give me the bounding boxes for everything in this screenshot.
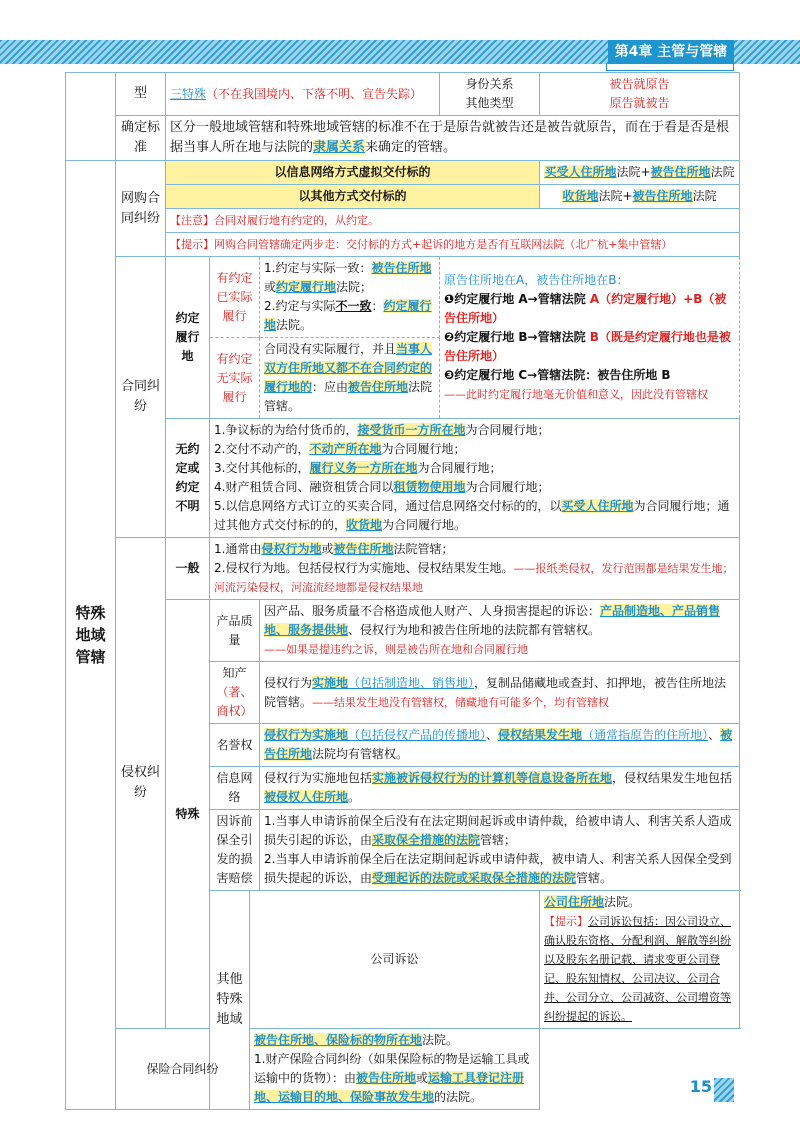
row-label: 合同纠纷 bbox=[116, 257, 166, 538]
n3c: 为合同履行地； bbox=[417, 461, 502, 475]
d1d: 约定履行地 bbox=[276, 280, 337, 294]
example-cell bbox=[440, 257, 740, 419]
g1b: 侵权行为地 bbox=[261, 542, 322, 556]
case-not-performed-rule bbox=[260, 338, 440, 419]
three-special-text: 三特殊 bbox=[170, 86, 207, 101]
rep7: 被告住所地 bbox=[264, 728, 733, 761]
net5: 。 bbox=[348, 790, 361, 804]
n3b: 履行义务一方所在地 bbox=[309, 461, 418, 475]
tort-general-rules bbox=[210, 538, 740, 600]
ins7: 的法院。 bbox=[434, 1090, 483, 1104]
standard-hl: 隶属关系 bbox=[313, 140, 366, 155]
tort-general-label: 一般 bbox=[166, 538, 210, 600]
d1: 1.约定与实际一致： bbox=[264, 261, 372, 275]
online-v1a: 买受人住所地 bbox=[544, 165, 617, 179]
table-row bbox=[66, 1029, 740, 1110]
table-row bbox=[66, 233, 740, 257]
pre2c: 管辖。 bbox=[576, 871, 613, 885]
ip2: 实施地 bbox=[312, 675, 349, 690]
table-row bbox=[66, 185, 740, 209]
rep5: （通常指原告的住所地） bbox=[582, 728, 709, 742]
n1b: 接受货币一方所在地 bbox=[357, 423, 466, 437]
n5d: 收货地 bbox=[346, 518, 383, 532]
online-val-2 bbox=[540, 185, 740, 209]
p1: 因产品、服务质量不合格造成他人财产、人身损害提起的诉讼： bbox=[264, 604, 601, 618]
table-row bbox=[66, 161, 740, 185]
ip3: （包括制造地、销售地） bbox=[348, 675, 475, 690]
reputation-rule bbox=[260, 724, 740, 767]
standard-t2: 来确定的管辖。 bbox=[365, 140, 457, 155]
pre1b: 采取保全措施的法院 bbox=[372, 833, 481, 847]
co1: 公司住所地 bbox=[544, 895, 605, 909]
blank-cell bbox=[66, 73, 116, 161]
sub-label-none: 无约定或约定不明 bbox=[166, 419, 210, 538]
relation-type-other: 其他类型 bbox=[465, 96, 514, 110]
pre1a: 1.当事人申请诉前保全后没有在法定期间起诉或申请仲裁，给被申请人、利害关系人造成损失引起的诉讼，由 bbox=[264, 814, 732, 847]
ip5: ——结果发生地没有管辖权，储藏地有可能多个，均有管辖权 bbox=[312, 695, 610, 709]
preservation-rule bbox=[260, 810, 740, 891]
rep4: 侵权结果发生地 bbox=[498, 728, 583, 742]
cell-relation-types bbox=[440, 73, 540, 116]
row-label: 型 bbox=[116, 73, 166, 116]
d3b: 当事人双方住所地又都不在合同约定的履行地的 bbox=[264, 342, 433, 394]
ins3: 1.财产保险合同纠纷（如果保险标的物是运输工具或运输中的货物）：由 bbox=[254, 1052, 530, 1085]
online-v1c: 被告住所地 bbox=[650, 165, 711, 179]
product-label: 产品质量 bbox=[210, 600, 260, 662]
d2u: 不一致 bbox=[335, 299, 372, 313]
case-performed: 有约定已实际履行 bbox=[210, 257, 260, 338]
sub-label-agreed: 约定履行地 bbox=[166, 257, 210, 419]
g1e: 法院管辖； bbox=[393, 542, 454, 556]
preservation-label: 因诉前保全引发的损害赔偿 bbox=[210, 810, 260, 891]
network-label: 信息网络 bbox=[210, 767, 260, 810]
online-v2c: 被告住所地 bbox=[632, 189, 693, 203]
net4: 被侵权人住所地 bbox=[264, 790, 349, 804]
n2b: 不动产所在地 bbox=[309, 442, 382, 456]
n1c: 为合同履行地； bbox=[465, 423, 550, 437]
net1: 侵权行为实施地包括 bbox=[264, 771, 373, 785]
ip4: ，复制品储藏地或查封、扣押地，被告住所地法院管辖。 bbox=[264, 675, 727, 709]
p2: 产品制造地、产品销售地、服务提供地 bbox=[264, 604, 721, 637]
cell-rule bbox=[540, 73, 740, 116]
standard-t1: 区分一般地域管辖和特殊地域管辖的标准不在于是原告就被告还是被告就原告，而在于看是否是根据当事人所在地与法院的 bbox=[170, 120, 730, 155]
relation-type-identity: 身份关系 bbox=[465, 77, 514, 91]
table-row bbox=[66, 600, 740, 662]
online-key-1: 以信息网络方式虚拟交付标的 bbox=[166, 161, 540, 185]
n5b: 买受人住所地 bbox=[561, 499, 634, 513]
n4a: 4.财产租赁合同、融资租赁合同以 bbox=[214, 480, 394, 494]
co4: 公司诉讼包括：因公司设立、确认股东资格、分配利润、解散等纠纷以及股东名册记载、请求变更公司登记、股东知情权、公司决议、公司合并、公司分立、公司减资、公司增资等纠纷提起的诉讼。 bbox=[544, 915, 732, 1023]
e0: 原告住所地在A，被告住所地在B： bbox=[444, 273, 629, 287]
tort-special-label: 特殊 bbox=[166, 600, 210, 1029]
g1a: 1.通常由 bbox=[214, 542, 262, 556]
ins5: 或 bbox=[416, 1071, 429, 1085]
n4c: 为合同履行地； bbox=[465, 480, 550, 494]
no-agreement-rules bbox=[210, 419, 740, 538]
g2a: 2.侵权行为地。包括侵权行为实施地、侵权结果发生地。 bbox=[214, 561, 514, 575]
ip-rule bbox=[260, 662, 740, 724]
n2c: 为合同履行地； bbox=[381, 442, 466, 456]
online-note-1 bbox=[166, 209, 740, 233]
e1b: A（约定履行地）+B（被告住所地） bbox=[444, 292, 727, 325]
online-v2a: 收货地 bbox=[562, 189, 599, 203]
e3b: ——此时约定履行地毫无价值和意义，因此没有管辖权 bbox=[444, 388, 709, 401]
net3: ，侵权结果发生地包括 bbox=[612, 771, 733, 785]
ins6: 运输工具登记注册地、运输目的地、保险事故发生地 bbox=[254, 1071, 525, 1104]
chapter-tag-frame bbox=[606, 64, 734, 71]
n5c: 为合同履行地；通过其他方式交付标的的， bbox=[214, 499, 730, 532]
d3e: 法院管辖。 bbox=[264, 380, 433, 413]
d2d: 法院。 bbox=[276, 318, 313, 332]
e3a: ❸约定履行地 C→管辖法院：被告住所地 B bbox=[444, 368, 671, 382]
table-row bbox=[66, 538, 740, 600]
online-val-1 bbox=[540, 161, 740, 185]
ip-label: 知产 bbox=[222, 666, 247, 680]
row-label: 侵权纠纷 bbox=[116, 538, 166, 1029]
e2a: ❷约定履行地 B→管辖法院 bbox=[444, 330, 590, 344]
d3c: ：应由 bbox=[312, 380, 349, 394]
n4b: 租赁物使用地 bbox=[393, 480, 466, 494]
ip1: 侵权行为 bbox=[264, 675, 313, 690]
online-note2a: 【提示】网购合同管辖确定两步走：交付标的方式+起诉的地方是否有互联网法院 bbox=[170, 238, 565, 251]
d1c: 或 bbox=[264, 280, 277, 294]
online-v1d: 法院 bbox=[710, 165, 735, 179]
net2: 实施被诉侵权行为的计算机等信息设备所在地 bbox=[372, 771, 613, 785]
online-note2b: （北广杭+集中管辖） bbox=[564, 238, 673, 251]
pre2a: 2.当事人申请诉前保全后在法定期间起诉或申请仲裁，被申请人、利害关系人因保全受到损失提起的诉讼，由 bbox=[264, 852, 732, 885]
n1a: 1.争议标的为给付货币的， bbox=[214, 423, 358, 437]
d2b: ： bbox=[371, 299, 384, 313]
p4: ——如果是提违约之诉，则是被告所在地和合同履行地 bbox=[264, 643, 528, 656]
g1d: 被告住所地 bbox=[333, 542, 394, 556]
d2c: 约定履行地 bbox=[264, 299, 432, 332]
online-note1-text: 【注意】合同对履行地有约定的，从约定。 bbox=[170, 214, 379, 227]
co2: 法院。 bbox=[604, 895, 641, 909]
e1a: ❶约定履行地 A→管辖法院 bbox=[444, 292, 590, 306]
online-note-2 bbox=[166, 233, 740, 257]
ins2: 法院。 bbox=[422, 1033, 459, 1047]
rep1: 侵权行为实施地 bbox=[264, 728, 349, 742]
n5a: 5.以信息网络方式订立的买卖合同，通过信息网络交付标的的，以 bbox=[214, 499, 562, 513]
three-special-note: （不在我国境内、下落不明、宣告失踪） bbox=[206, 86, 423, 101]
ip-label2: （著、商权） bbox=[216, 685, 253, 718]
big-label-cell bbox=[66, 161, 116, 1110]
co3: 【提示】 bbox=[544, 915, 589, 928]
g2b: ——报纸类侵权，发行范围都是结果发生地；河流污染侵权，河流流经地都是侵权结果地 bbox=[214, 562, 734, 594]
pre1c: 管辖； bbox=[480, 833, 517, 847]
ins1: 被告住所地、保险标的物所在地 bbox=[254, 1033, 423, 1047]
d1b: 被告住所地 bbox=[371, 261, 432, 275]
rep6: 、 bbox=[708, 728, 721, 742]
case-performed-rule bbox=[260, 257, 440, 338]
pre2b: 受理起诉的法院或采取保全措施的法院 bbox=[372, 871, 577, 885]
d1e: 法院； bbox=[336, 280, 373, 294]
standard-text bbox=[166, 116, 740, 161]
big-label: 特殊地域管辖 bbox=[75, 604, 106, 666]
n5e: 为合同履行地。 bbox=[382, 518, 467, 532]
online-v2d: 法院 bbox=[692, 189, 717, 203]
n2a: 2.交付不动产的， bbox=[214, 442, 310, 456]
reputation-label: 名誉权 bbox=[210, 724, 260, 767]
row-label: 其他特殊地域 bbox=[210, 891, 250, 1110]
d3a: 合同没有实际履行，并且 bbox=[264, 342, 397, 356]
network-rule bbox=[260, 767, 740, 810]
online-key-2: 以其他方式交付标的 bbox=[166, 185, 540, 209]
case-not-performed: 有约定无实际履行 bbox=[210, 338, 260, 419]
company-label: 公司诉讼 bbox=[250, 891, 540, 1029]
company-rule bbox=[540, 891, 740, 1029]
footer-stripe bbox=[714, 1078, 734, 1102]
d3d: 被告住所地 bbox=[348, 380, 409, 394]
cell-three-special bbox=[166, 73, 440, 116]
p3: 、侵权行为地和被告住所地的法院都有管辖权。 bbox=[348, 623, 601, 637]
e2b: B（既是约定履行地也是被告住所地） bbox=[444, 330, 731, 363]
insurance-label: 保险合同纠纷 bbox=[116, 1029, 250, 1110]
rule-1: 被告就原告 bbox=[609, 77, 670, 91]
product-rule bbox=[260, 600, 740, 662]
table-row bbox=[66, 257, 740, 338]
table-row bbox=[66, 73, 740, 116]
row-label: 网购合同纠纷 bbox=[116, 161, 166, 257]
insurance-rule bbox=[250, 1029, 540, 1110]
rep2: （包括侵权产品的传播地） bbox=[348, 728, 487, 742]
rep3: 、 bbox=[486, 728, 499, 742]
rule-2: 原告就被告 bbox=[609, 96, 670, 110]
rep8: 法院均有管辖权。 bbox=[312, 747, 409, 761]
n3a: 3.交付其他标的， bbox=[214, 461, 310, 475]
jurisdiction-table bbox=[65, 72, 740, 1110]
page-number: 15 bbox=[689, 1077, 712, 1096]
online-v2b: 法院+ bbox=[598, 189, 633, 203]
ins4: 被告住所地 bbox=[356, 1071, 417, 1085]
chapter-tag: 第4章 主管与管辖 bbox=[608, 40, 734, 64]
row-label: 确定标准 bbox=[116, 116, 166, 161]
table-row bbox=[66, 116, 740, 161]
d2: 2.约定与实际 bbox=[264, 299, 336, 313]
online-v1b: 法院+ bbox=[616, 165, 651, 179]
g1c: 或 bbox=[321, 542, 334, 556]
table-row bbox=[66, 209, 740, 233]
ip-label-cell bbox=[210, 662, 260, 724]
table-row bbox=[66, 419, 740, 538]
